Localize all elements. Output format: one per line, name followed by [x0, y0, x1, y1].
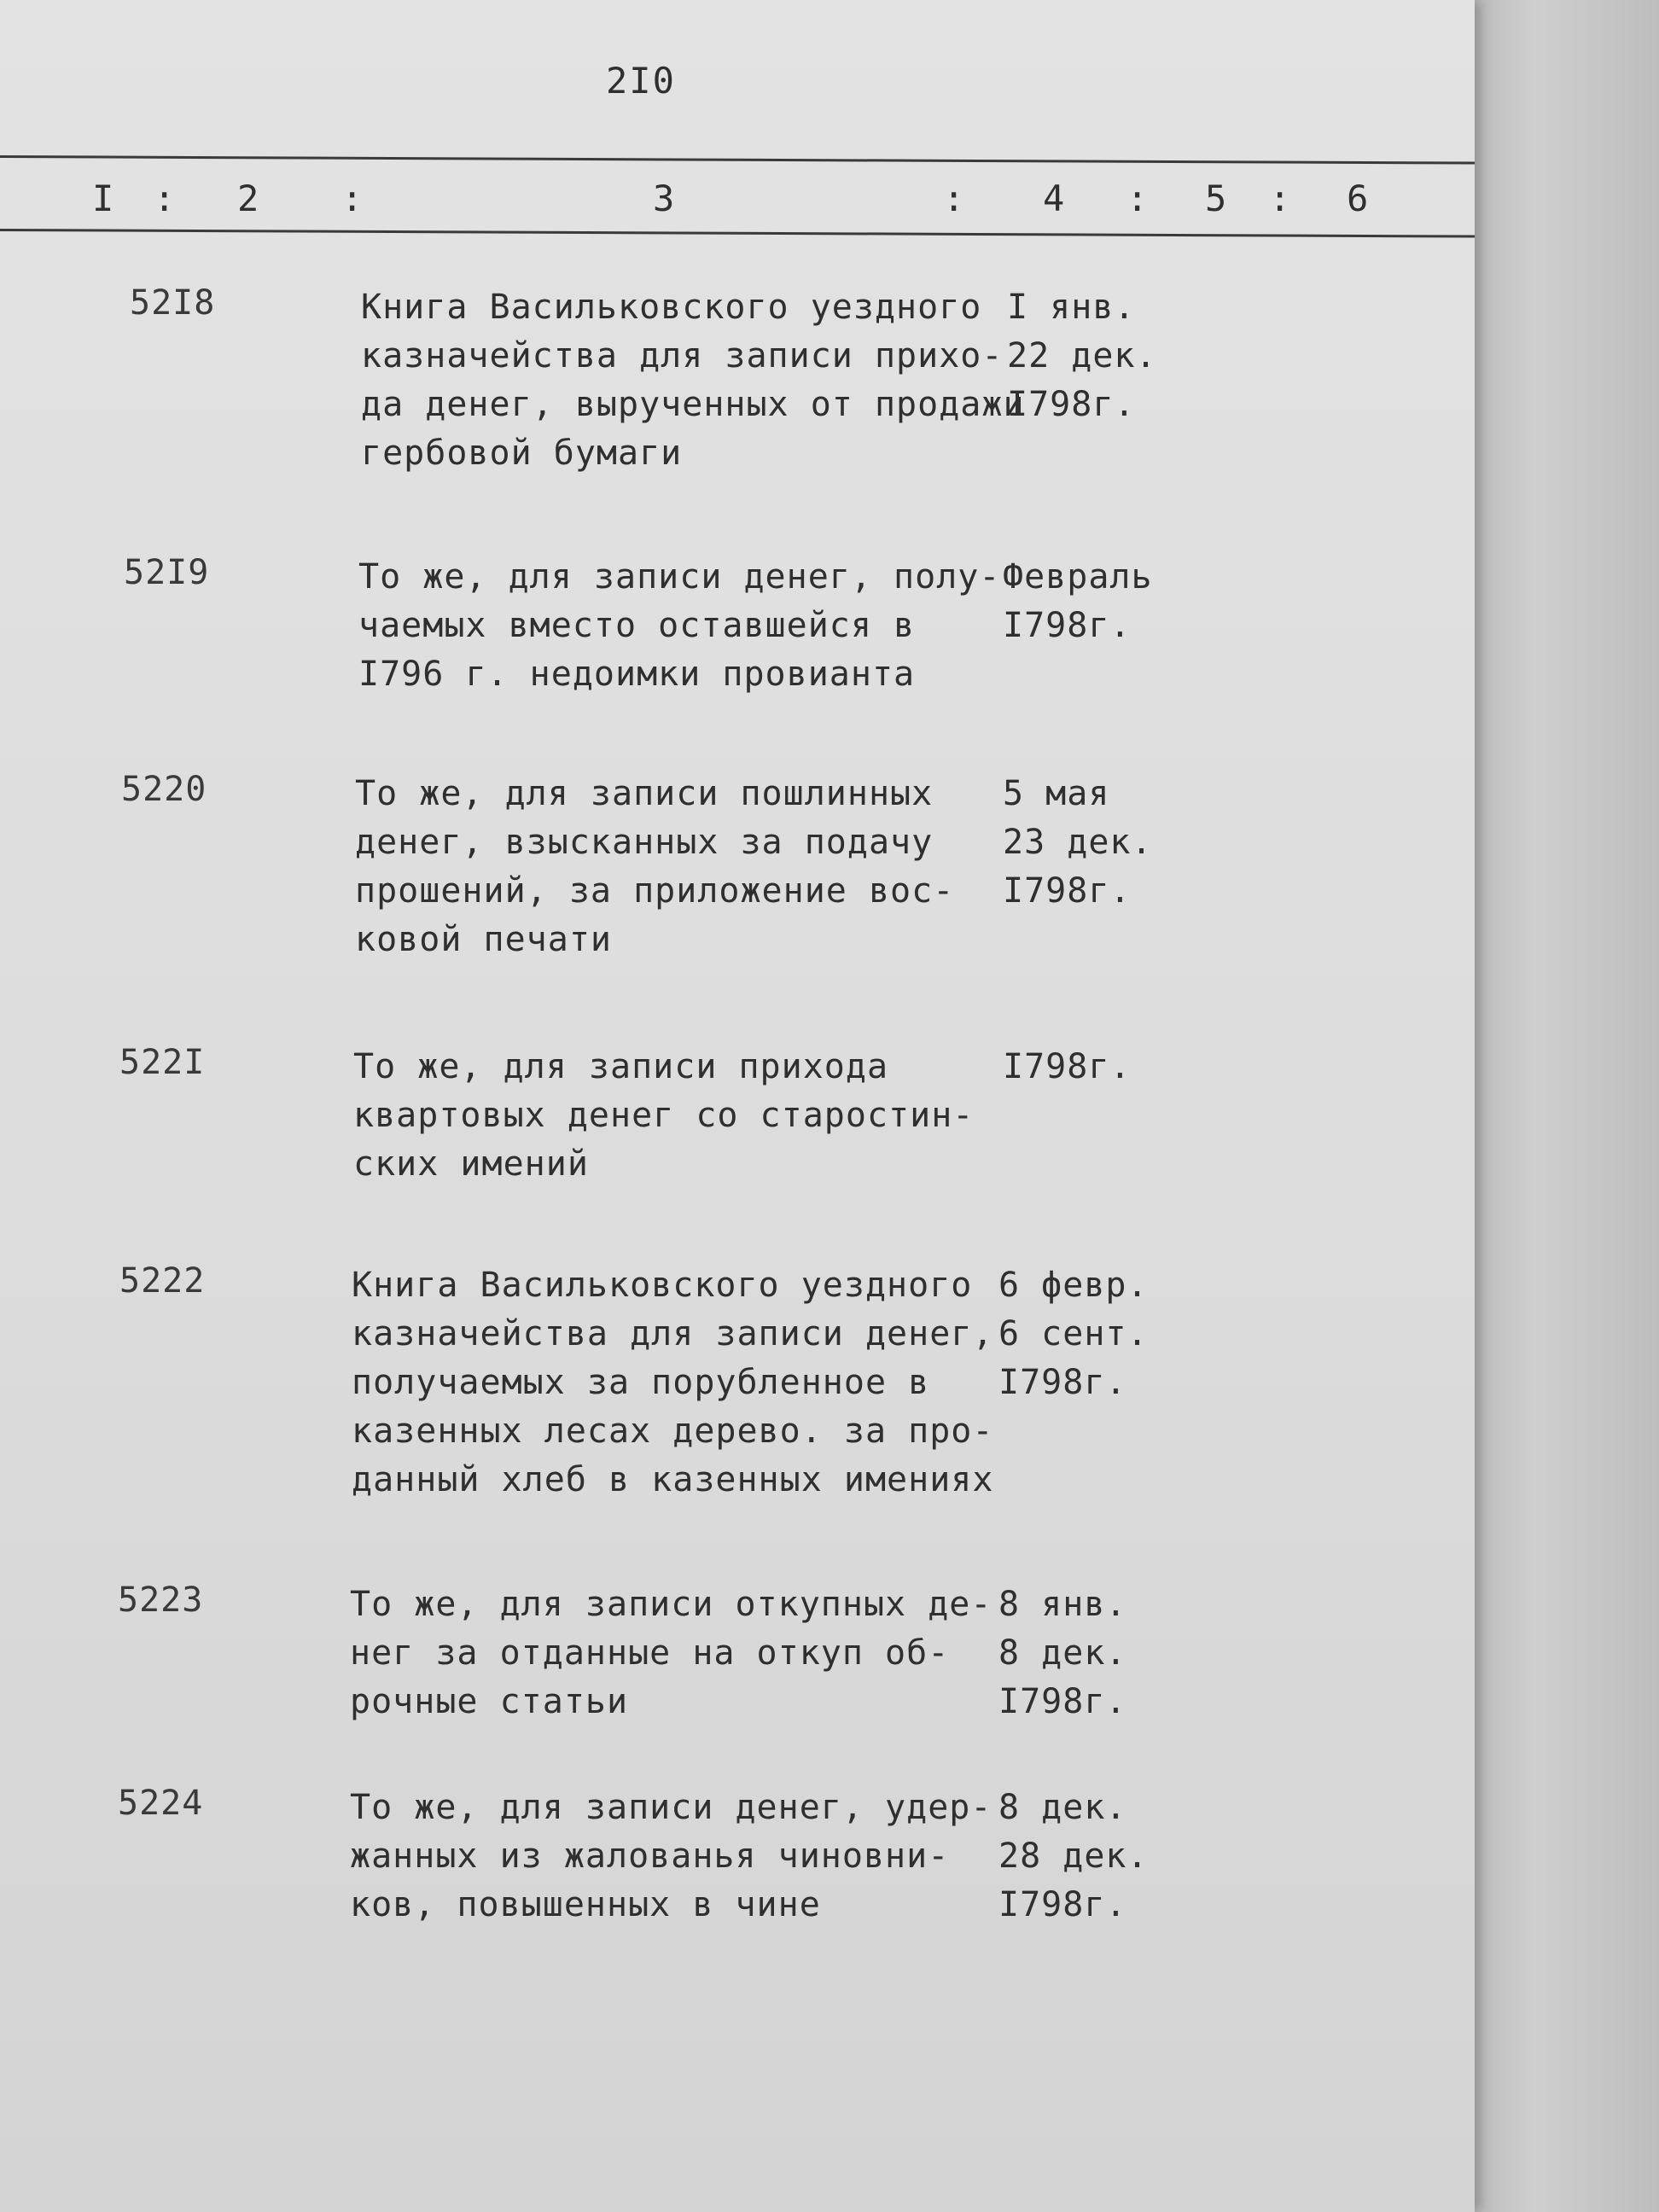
entry-number: 5224 [118, 1784, 204, 1823]
entry-number: 52I9 [124, 553, 210, 592]
column-separator: : [154, 178, 176, 219]
entry-number: 5220 [121, 770, 207, 809]
column-separator: : [943, 178, 965, 219]
background-surface [1451, 0, 1659, 2212]
page-number: 2I0 [606, 60, 676, 102]
entry-number: 522I [119, 1043, 206, 1082]
entry-title: Книга Васильковского уездного казначейства для записи прихо- да денег, вырученных от продажи гербовой бумаги [361, 288, 1025, 473]
entry-title: Книга Васильковского уездного казначейства для записи денег, получаемых за порубленное в казенных лесах дерево. за про- данный хлеб в казенных имениях [352, 1266, 994, 1499]
column-separator: : [341, 178, 364, 219]
column-separator: : [1126, 178, 1149, 219]
entry-number: 5222 [119, 1261, 206, 1301]
entry-number: 52I8 [130, 283, 216, 323]
column-number-2: 2 [237, 178, 259, 219]
column-number-3: 3 [653, 178, 675, 219]
column-number-4: 4 [1043, 178, 1065, 219]
entry-title: То же, для записи откупных де- нег за отданные на откуп об- рочные статьи [350, 1585, 992, 1721]
column-number-5: 5 [1205, 178, 1227, 219]
entry-dates: 5 мая 23 дек. I798г. [1003, 774, 1153, 911]
header-rule-top [0, 155, 1475, 165]
column-number-6: 6 [1347, 178, 1369, 219]
entry-number: 5223 [118, 1580, 204, 1620]
entry-dates: Февраль I798г. [1003, 557, 1153, 645]
entry-dates: 6 февр. 6 сент. I798г. [998, 1266, 1149, 1402]
entry-title: То же, для записи денег, полу- чаемых вместо оставшейся в I796 г. недоимки провианта [358, 557, 1001, 694]
column-separator: : [1269, 178, 1291, 219]
column-number-1: I [92, 178, 114, 219]
entry-dates: 8 дек. 28 дек. I798г. [998, 1788, 1149, 1924]
entry-dates: 8 янв. 8 дек. I798г. [998, 1585, 1127, 1721]
entry-dates: I798г. [1003, 1047, 1132, 1086]
entry-title: То же, для записи денег, удер- жанных из жалованья чиновни- ков, повышенных в чине [350, 1788, 992, 1924]
header-rule-bottom [0, 229, 1475, 238]
entry-dates: I янв. 22 дек. I798г. [1007, 288, 1157, 424]
entry-title: То же, для записи прихода квартовых денег со старостин- ских имений [353, 1047, 975, 1184]
entry-title: То же, для записи пошлинных денег, взысканных за подачу прошений, за приложение вос- ковой печати [355, 774, 955, 959]
